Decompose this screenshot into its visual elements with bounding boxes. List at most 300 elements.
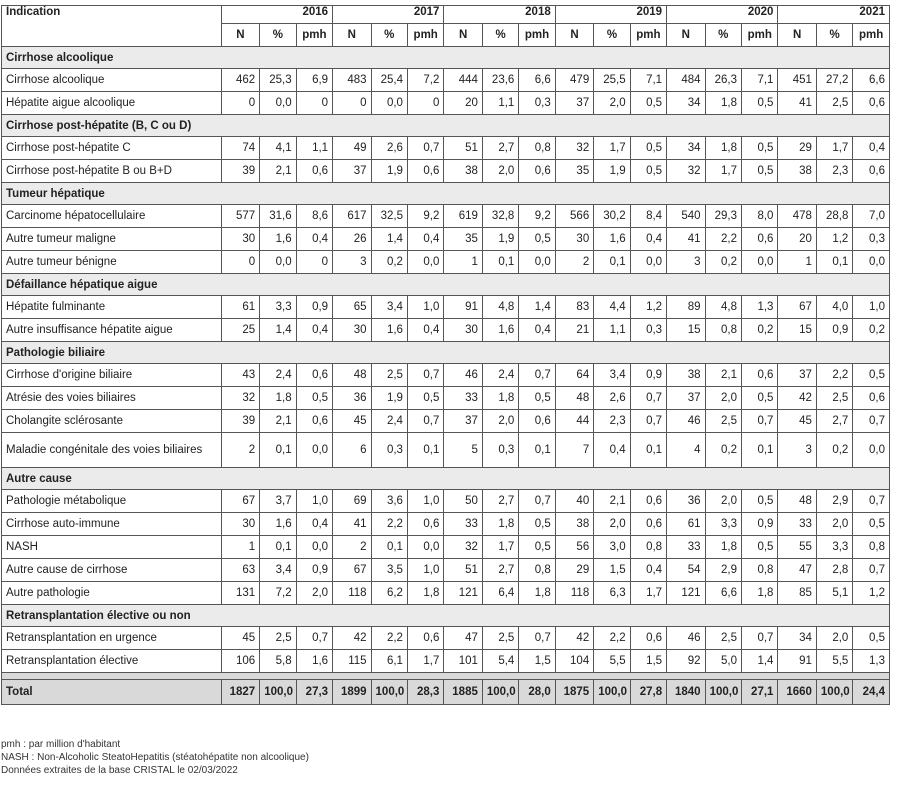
table-cell: 2,6 <box>594 387 630 410</box>
total-cell: 24,4 <box>853 680 890 705</box>
table-cell: 9,2 <box>407 205 443 228</box>
table-cell: 2,9 <box>705 559 741 582</box>
table-cell: 0,7 <box>407 410 443 433</box>
table-cell: 67 <box>333 559 371 582</box>
table-cell: 3 <box>333 251 371 274</box>
table-row <box>2 251 890 274</box>
table-cell: 7,0 <box>853 205 890 228</box>
column-header: pmh <box>853 24 890 47</box>
table-cell: 21 <box>555 319 593 342</box>
table-cell: 49 <box>333 137 371 160</box>
table-cell: 0,8 <box>630 536 666 559</box>
table-cell: 2,5 <box>705 627 741 650</box>
table-cell: 0,0 <box>519 251 555 274</box>
table-cell: 0,5 <box>742 387 778 410</box>
table-cell: 451 <box>778 69 816 92</box>
section-title: Défaillance hépatique aigue <box>2 274 890 296</box>
table-cell: 1,7 <box>594 137 630 160</box>
table-cell: 121 <box>444 582 482 605</box>
table-cell: 0 <box>296 92 332 115</box>
table-cell: 1,0 <box>407 490 443 513</box>
column-header: % <box>482 24 518 47</box>
table-cell: 2 <box>221 433 259 468</box>
total-cell: 27,8 <box>630 680 666 705</box>
table-cell: 51 <box>444 559 482 582</box>
table-cell: 30,2 <box>594 205 630 228</box>
table-cell: 0,7 <box>519 627 555 650</box>
table-cell: 1,3 <box>853 650 890 673</box>
column-header: % <box>816 24 852 47</box>
table-cell: 47 <box>778 559 816 582</box>
table-cell: 0,5 <box>519 513 555 536</box>
table-row <box>2 387 890 410</box>
table-cell: 1,4 <box>519 296 555 319</box>
table-cell: 0,6 <box>630 490 666 513</box>
table-cell: 2,2 <box>705 228 741 251</box>
table-cell: 0,1 <box>742 433 778 468</box>
table-cell: 1,4 <box>371 228 407 251</box>
table-cell: 41 <box>333 513 371 536</box>
table-cell: 0,6 <box>296 160 332 183</box>
table-cell: 2 <box>555 251 593 274</box>
row-label: Atrésie des voies biliaires <box>2 387 222 410</box>
table-cell: 0,7 <box>296 627 332 650</box>
table-cell: 5,0 <box>705 650 741 673</box>
row-label: Retransplantation en urgence <box>2 627 222 650</box>
column-header: pmh <box>296 24 332 47</box>
table-cell: 65 <box>333 296 371 319</box>
indication-table <box>1 5 890 705</box>
column-header: % <box>371 24 407 47</box>
table-cell: 6 <box>333 433 371 468</box>
table-cell: 106 <box>221 650 259 673</box>
table-cell: 483 <box>333 69 371 92</box>
table-cell: 6,6 <box>519 69 555 92</box>
table-cell: 617 <box>333 205 371 228</box>
section-title: Pathologie biliaire <box>2 342 890 364</box>
section-header-row <box>2 274 890 296</box>
table-cell: 85 <box>778 582 816 605</box>
table-cell: 0,6 <box>853 92 890 115</box>
total-cell: 100,0 <box>371 680 407 705</box>
table-cell: 3 <box>778 433 816 468</box>
table-cell: 0,5 <box>742 536 778 559</box>
table-cell: 0,7 <box>630 387 666 410</box>
table-row <box>2 160 890 183</box>
table-cell: 0,4 <box>296 319 332 342</box>
section-title: Retransplantation élective ou non <box>2 605 890 627</box>
total-row <box>2 680 890 705</box>
table-cell: 0,1 <box>371 536 407 559</box>
table-cell: 4,8 <box>705 296 741 319</box>
table-cell: 2,0 <box>482 410 518 433</box>
table-cell: 2,1 <box>594 490 630 513</box>
table-cell: 2,3 <box>594 410 630 433</box>
table-cell: 0,4 <box>296 513 332 536</box>
table-cell: 0,1 <box>816 251 852 274</box>
table-row <box>2 433 890 468</box>
table-cell: 67 <box>221 490 259 513</box>
table-cell: 1,7 <box>482 536 518 559</box>
table-cell: 0,5 <box>519 228 555 251</box>
table-cell: 48 <box>778 490 816 513</box>
table-cell: 101 <box>444 650 482 673</box>
table-cell: 2,1 <box>260 160 296 183</box>
table-cell: 7,2 <box>407 69 443 92</box>
table-cell: 38 <box>555 513 593 536</box>
table-cell: 0,5 <box>742 92 778 115</box>
table-cell: 6,2 <box>371 582 407 605</box>
table-cell: 15 <box>667 319 705 342</box>
table-cell: 32 <box>221 387 259 410</box>
table-cell: 41 <box>778 92 816 115</box>
section-title: Tumeur hépatique <box>2 183 890 205</box>
table-cell: 1 <box>221 536 259 559</box>
footnotes <box>1 738 309 777</box>
column-header: N <box>333 24 371 47</box>
table-cell: 30 <box>333 319 371 342</box>
table-cell: 34 <box>778 627 816 650</box>
table-cell: 0,6 <box>407 160 443 183</box>
year-header: 2021 <box>778 6 890 24</box>
row-label: NASH <box>2 536 222 559</box>
footnote-source: Données extraites de la base CRISTAL le 02/03/2022 <box>1 765 238 776</box>
table-cell: 1,2 <box>630 296 666 319</box>
section-header-row <box>2 342 890 364</box>
row-label: Autre cause de cirrhose <box>2 559 222 582</box>
table-cell: 0,1 <box>630 433 666 468</box>
table-cell: 1,8 <box>705 92 741 115</box>
table-cell: 0,4 <box>630 559 666 582</box>
row-label: Carcinome hépatocellulaire <box>2 205 222 228</box>
table-cell: 0 <box>296 251 332 274</box>
table-cell: 74 <box>221 137 259 160</box>
table-cell: 46 <box>667 410 705 433</box>
table-cell: 36 <box>333 387 371 410</box>
table-cell: 45 <box>778 410 816 433</box>
table-cell: 2,5 <box>705 410 741 433</box>
table-cell: 0,7 <box>742 627 778 650</box>
table-cell: 0,6 <box>853 387 890 410</box>
table-cell: 8,6 <box>296 205 332 228</box>
table-cell: 3,3 <box>705 513 741 536</box>
table-cell: 619 <box>444 205 482 228</box>
table-cell: 7,1 <box>630 69 666 92</box>
table-cell: 0 <box>221 92 259 115</box>
table-cell: 26,3 <box>705 69 741 92</box>
table-cell: 0,6 <box>742 364 778 387</box>
table-cell: 1,8 <box>705 137 741 160</box>
spacer-row <box>2 673 890 680</box>
table-cell: 0,8 <box>519 137 555 160</box>
table-cell: 0,2 <box>742 319 778 342</box>
row-label: Cirrhose alcoolique <box>2 69 222 92</box>
total-cell: 100,0 <box>816 680 852 705</box>
total-cell: 100,0 <box>705 680 741 705</box>
table-cell: 0,6 <box>519 410 555 433</box>
table-cell: 6,9 <box>296 69 332 92</box>
column-header: N <box>221 24 259 47</box>
table-cell: 32 <box>555 137 593 160</box>
table-cell: 0,6 <box>742 228 778 251</box>
table-cell: 6,1 <box>371 650 407 673</box>
table-cell: 1,1 <box>482 92 518 115</box>
table-cell: 30 <box>221 513 259 536</box>
total-cell: 100,0 <box>260 680 296 705</box>
table-cell: 46 <box>667 627 705 650</box>
table-row <box>2 410 890 433</box>
table-cell: 6,6 <box>705 582 741 605</box>
row-label: Autre tumeur bénigne <box>2 251 222 274</box>
table-cell: 3,4 <box>371 296 407 319</box>
table-cell: 2,4 <box>260 364 296 387</box>
table-cell: 2,5 <box>816 387 852 410</box>
table-cell: 0,5 <box>407 387 443 410</box>
table-cell: 0,4 <box>630 228 666 251</box>
table-cell: 0,5 <box>630 137 666 160</box>
table-cell: 0,7 <box>407 364 443 387</box>
table-cell: 0,3 <box>519 92 555 115</box>
table-row <box>2 490 890 513</box>
table-cell: 32 <box>444 536 482 559</box>
total-cell: 1660 <box>778 680 816 705</box>
table-cell: 1,0 <box>407 559 443 582</box>
table-cell: 37 <box>333 160 371 183</box>
table-cell: 0,2 <box>816 433 852 468</box>
row-label: Hépatite fulminante <box>2 296 222 319</box>
total-cell: 28,0 <box>519 680 555 705</box>
table-cell: 0,0 <box>630 251 666 274</box>
table-cell: 1,7 <box>705 160 741 183</box>
table-cell: 0,4 <box>296 228 332 251</box>
table-row <box>2 536 890 559</box>
table-cell: 7 <box>555 433 593 468</box>
table-cell: 32 <box>667 160 705 183</box>
table-cell: 9,2 <box>519 205 555 228</box>
table-cell: 0,4 <box>407 319 443 342</box>
table-cell: 2,0 <box>705 490 741 513</box>
row-label: Cirrhose auto-immune <box>2 513 222 536</box>
table-cell: 0,5 <box>630 92 666 115</box>
table-cell: 0,6 <box>296 410 332 433</box>
table-cell: 0,7 <box>853 490 890 513</box>
table-cell: 48 <box>333 364 371 387</box>
table-cell: 38 <box>667 364 705 387</box>
table-cell: 0,9 <box>816 319 852 342</box>
table-cell: 2,8 <box>816 559 852 582</box>
table-cell: 1,0 <box>407 296 443 319</box>
table-cell: 0,4 <box>853 137 890 160</box>
table-cell: 0,0 <box>853 433 890 468</box>
row-label: Autre insuffisance hépatite aigue <box>2 319 222 342</box>
table-cell: 0,5 <box>853 513 890 536</box>
table-cell: 35 <box>555 160 593 183</box>
table-cell: 1,6 <box>371 319 407 342</box>
table-cell: 131 <box>221 582 259 605</box>
column-header: % <box>260 24 296 47</box>
table-cell: 5,5 <box>816 650 852 673</box>
row-label: Cirrhose post-hépatite B ou B+D <box>2 160 222 183</box>
table-cell: 0,6 <box>853 160 890 183</box>
indication-header: Indication <box>2 6 222 47</box>
table-cell: 0,8 <box>519 559 555 582</box>
table-cell: 0 <box>333 92 371 115</box>
table-cell: 0,5 <box>853 627 890 650</box>
table-cell: 0,5 <box>519 536 555 559</box>
table-cell: 2,0 <box>594 92 630 115</box>
table-cell: 118 <box>555 582 593 605</box>
column-header: pmh <box>407 24 443 47</box>
table-cell: 4,1 <box>260 137 296 160</box>
table-cell: 1,5 <box>519 650 555 673</box>
table-cell: 2,1 <box>260 410 296 433</box>
section-header-row <box>2 183 890 205</box>
table-cell: 3,0 <box>594 536 630 559</box>
table-cell: 2,6 <box>371 137 407 160</box>
table-cell: 0,5 <box>742 490 778 513</box>
table-cell: 566 <box>555 205 593 228</box>
table-cell: 6,6 <box>853 69 890 92</box>
table-cell: 1,4 <box>260 319 296 342</box>
table-cell: 1,6 <box>482 319 518 342</box>
table-cell: 37 <box>555 92 593 115</box>
table-cell: 54 <box>667 559 705 582</box>
table-cell: 39 <box>221 160 259 183</box>
table-cell: 25 <box>221 319 259 342</box>
table-cell: 45 <box>221 627 259 650</box>
table-cell: 1,8 <box>519 582 555 605</box>
table-cell: 25,5 <box>594 69 630 92</box>
table-cell: 1,8 <box>407 582 443 605</box>
table-cell: 0,7 <box>630 410 666 433</box>
table-cell: 2,5 <box>816 92 852 115</box>
table-cell: 2,5 <box>260 627 296 650</box>
table-cell: 5,4 <box>482 650 518 673</box>
table-cell: 1,9 <box>371 387 407 410</box>
table-cell: 6,3 <box>594 582 630 605</box>
row-label: Hépatite aigue alcoolique <box>2 92 222 115</box>
table-cell: 34 <box>667 137 705 160</box>
total-cell: 100,0 <box>482 680 518 705</box>
table-cell: 1,6 <box>296 650 332 673</box>
table-cell: 2,7 <box>482 137 518 160</box>
table-cell: 42 <box>555 627 593 650</box>
table-cell: 0,5 <box>519 387 555 410</box>
column-header: % <box>594 24 630 47</box>
table-cell: 2,1 <box>705 364 741 387</box>
table-cell: 2,2 <box>816 364 852 387</box>
table-cell: 484 <box>667 69 705 92</box>
table-cell: 0,2 <box>705 433 741 468</box>
table-cell: 1,5 <box>594 559 630 582</box>
table-cell: 1,5 <box>630 650 666 673</box>
section-title: Autre cause <box>2 468 890 490</box>
table-cell: 2,0 <box>705 387 741 410</box>
table-cell: 0,4 <box>519 319 555 342</box>
table-cell: 0,5 <box>742 137 778 160</box>
table-cell: 4,4 <box>594 296 630 319</box>
table-cell: 0,6 <box>296 364 332 387</box>
table-row <box>2 364 890 387</box>
section-header-row <box>2 468 890 490</box>
table-cell: 44 <box>555 410 593 433</box>
table-cell: 5,1 <box>816 582 852 605</box>
table-cell: 2 <box>333 536 371 559</box>
table-cell: 2,3 <box>816 160 852 183</box>
table-cell: 63 <box>221 559 259 582</box>
table-cell: 0,6 <box>407 513 443 536</box>
table-cell: 30 <box>444 319 482 342</box>
table-cell: 5,8 <box>260 650 296 673</box>
table-cell: 0,6 <box>407 627 443 650</box>
table-cell: 4,8 <box>482 296 518 319</box>
table-cell: 33 <box>444 387 482 410</box>
total-cell: 27,1 <box>742 680 778 705</box>
total-cell: 1899 <box>333 680 371 705</box>
table-cell: 3,3 <box>816 536 852 559</box>
table-cell: 3,4 <box>594 364 630 387</box>
table-cell: 104 <box>555 650 593 673</box>
table-cell: 2,7 <box>482 559 518 582</box>
table-cell: 0,5 <box>296 387 332 410</box>
table-cell: 7,1 <box>742 69 778 92</box>
year-header: 2017 <box>333 6 444 24</box>
table-cell: 1,7 <box>407 650 443 673</box>
table-cell: 1,6 <box>260 228 296 251</box>
table-cell: 2,4 <box>482 364 518 387</box>
table-cell: 4 <box>667 433 705 468</box>
table-cell: 0,0 <box>296 536 332 559</box>
table-cell: 1,0 <box>853 296 890 319</box>
table-cell: 32,8 <box>482 205 518 228</box>
table-cell: 1,1 <box>594 319 630 342</box>
table-cell: 1,6 <box>594 228 630 251</box>
table-cell: 0,3 <box>371 433 407 468</box>
total-cell: 1885 <box>444 680 482 705</box>
table-cell: 3,4 <box>260 559 296 582</box>
table-cell: 33 <box>778 513 816 536</box>
table-cell: 51 <box>444 137 482 160</box>
table-cell: 33 <box>444 513 482 536</box>
table-cell: 46 <box>444 364 482 387</box>
table-cell: 540 <box>667 205 705 228</box>
table-cell: 1,7 <box>816 137 852 160</box>
table-cell: 0,0 <box>742 251 778 274</box>
table-cell: 30 <box>221 228 259 251</box>
table-cell: 37 <box>778 364 816 387</box>
table-cell: 32,5 <box>371 205 407 228</box>
table-cell: 0,5 <box>742 160 778 183</box>
section-title: Cirrhose alcoolique <box>2 47 890 69</box>
table-cell: 29 <box>778 137 816 160</box>
table-cell: 3,6 <box>371 490 407 513</box>
table-cell: 2,5 <box>482 627 518 650</box>
table-cell: 3,3 <box>260 296 296 319</box>
table-cell: 444 <box>444 69 482 92</box>
table-cell: 2,9 <box>816 490 852 513</box>
table-cell: 0,4 <box>594 433 630 468</box>
table-cell: 2,0 <box>816 513 852 536</box>
year-header: 2019 <box>555 6 666 24</box>
column-header: % <box>705 24 741 47</box>
table-cell: 38 <box>444 160 482 183</box>
table-cell: 2,4 <box>371 410 407 433</box>
table-cell: 0,3 <box>853 228 890 251</box>
table-cell: 0,2 <box>705 251 741 274</box>
table-cell: 7,2 <box>260 582 296 605</box>
table-cell: 462 <box>221 69 259 92</box>
table-row <box>2 137 890 160</box>
